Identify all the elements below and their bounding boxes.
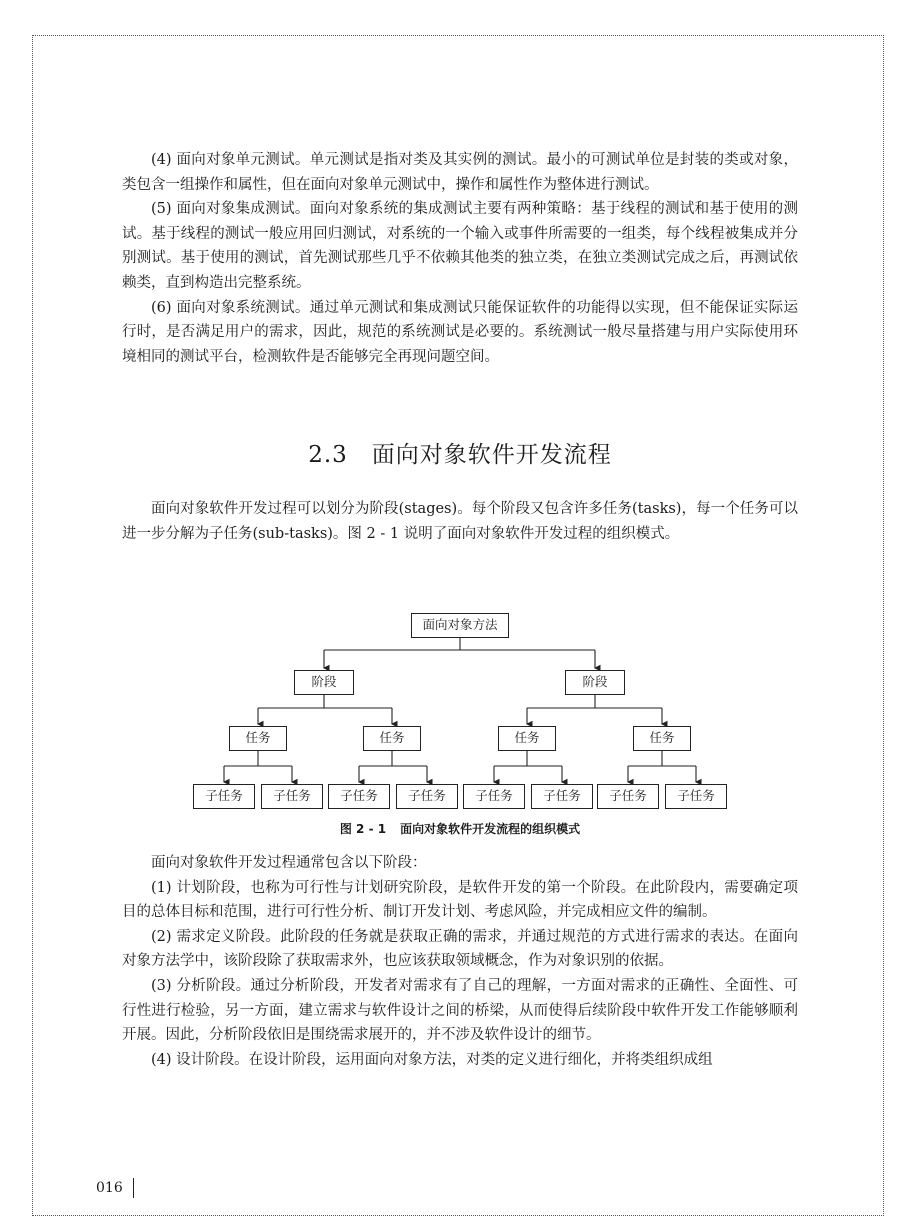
text-block-bottom (122, 851, 798, 1072)
diagram-subtask-node: 子任务 (261, 784, 323, 809)
diagram-task-node: 任务 (498, 726, 556, 751)
figure-caption-text: 面向对象软件开发流程的组织模式 (400, 822, 581, 836)
text-block-intro (122, 497, 798, 546)
diagram-task-node: 任务 (229, 726, 287, 751)
diagram-task-node: 任务 (633, 726, 691, 751)
paragraph: (3) 分析阶段。通过分析阶段，开发者对需求有了自己的理解，一方面对需求的正确性、全面性、可行性进行检验，另一方面，建立需求与软件设计之间的桥梁，从而使得后续阶段中软件开发工作能够顺利开展。因此，分析阶段依旧是围绕需求展开的，并不涉及软件设计的细节。 (122, 977, 798, 1044)
diagram-subtask-node: 子任务 (665, 784, 727, 809)
paragraph: (1) 计划阶段，也称为可行性与计划研究阶段，是软件开发的第一个阶段。在此阶段内，需要确定项目的总体目标和范围，进行可行性分析、制订开发计划、考虑风险，并完成相应文件的编制。 (122, 879, 798, 921)
paragraph: 面向对象软件开发过程通常包含以下阶段： (151, 855, 427, 871)
paragraph: (6) 面向对象系统测试。通过单元测试和集成测试只能保证软件的功能得以实现，但不能保证实际运行时，是否满足用户的需求，因此，规范的系统测试是必要的。系统测试一般尽量搭建与用户实际使用环境相同的测试平台，检测软件是否能够完全再现问题空间。 (122, 299, 798, 365)
diagram-task-node: 任务 (363, 726, 421, 751)
diagram-subtask-node: 子任务 (597, 784, 659, 809)
paragraph: (5) 面向对象集成测试。面向对象系统的集成测试主要有两种策略：基于线程的测试和基于使用的测试。基于线程的测试一般应用回归测试，对系统的一个输入或事件所需要的一组类，每个线程被集成并分别测试。基于使用的测试，首先测试那些几乎不依赖其他类的独立类，在独立类测试完成之后，再测试依赖类，直到构造出完整系统。 (122, 201, 798, 291)
figure-caption (0, 820, 920, 837)
diagram-root-node: 面向对象方法 (411, 613, 509, 638)
section-title: 面向对象软件开发流程 (371, 442, 612, 468)
paragraph: (4) 设计阶段。在设计阶段，运用面向对象方法，对类的定义进行细化，并将类组织成组 (151, 1051, 713, 1068)
diagram-subtask-node: 子任务 (193, 784, 255, 809)
page-number: 016 (96, 1178, 134, 1198)
paragraph: (4) 面向对象单元测试。单元测试是指对类及其实例的测试。最小的可测试单位是封装的类或对象，类包含一组操作和属性，但在面向对象单元测试中，操作和属性作为整体进行测试。 (122, 152, 798, 193)
text-block-top (122, 148, 798, 369)
diagram-subtask-node: 子任务 (328, 784, 390, 809)
diagram-subtask-node: 子任务 (531, 784, 593, 809)
figure-number: 图 2 - 1 (339, 822, 387, 836)
paragraph: 面向对象软件开发过程可以划分为阶段(stages)。每个阶段又包含许多任务(tasks)，每一个任务可以进一步分解为子任务(sub-tasks)。图 2 - 1 说明了面向对象软件开发过程的组织模式。 (122, 501, 798, 542)
diagram-subtask-node: 子任务 (463, 784, 525, 809)
section-heading (0, 436, 920, 469)
paragraph: (2) 需求定义阶段。此阶段的任务就是获取正确的需求，并通过规范的方式进行需求的表达。在面向对象方法学中，该阶段除了获取需求外，也应该获取领域概念，作为对象识别的依据。 (122, 928, 798, 970)
diagram-stage-node: 阶段 (294, 670, 354, 695)
section-number: 2.3 (308, 442, 348, 468)
diagram-subtask-node: 子任务 (396, 784, 458, 809)
diagram-stage-node: 阶段 (565, 670, 625, 695)
